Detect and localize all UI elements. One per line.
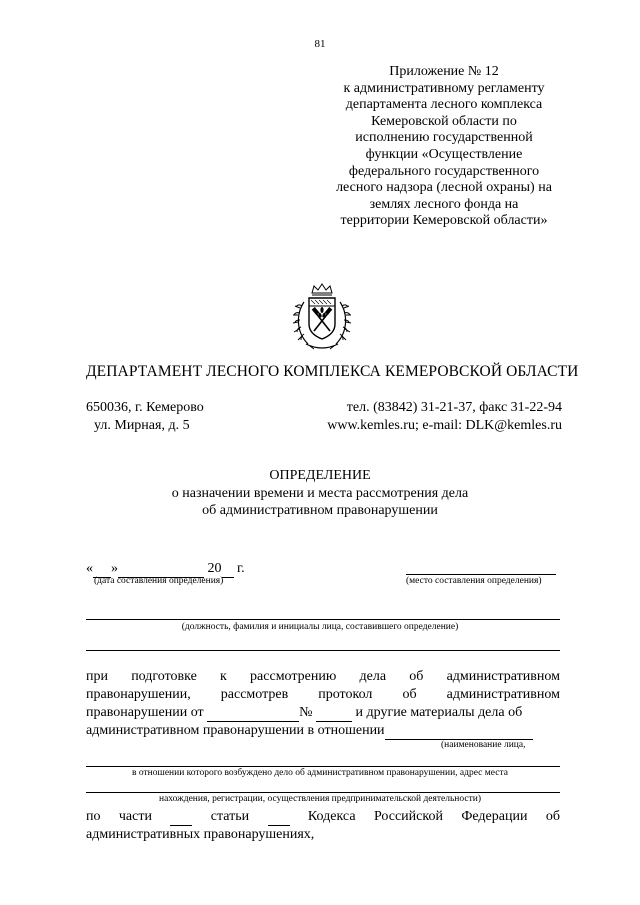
body-line: по части статьи Кодекса Российской Федерации об [86, 809, 560, 824]
web-email: www.kemles.ru; e-mail: DLK@kemles.ru [327, 418, 562, 433]
body-line: правонарушении от № и другие материалы дела об [86, 705, 523, 720]
name-caption: (наименование лица, [441, 740, 526, 750]
part-blank [170, 808, 192, 826]
appendix-line: Приложение № 12 [389, 64, 499, 79]
protocol-number-blank [316, 704, 352, 722]
body-line: административных правонарушениях, [86, 827, 315, 842]
address-line: 650036, г. Кемерово [86, 400, 204, 415]
appendix-line: функции «Осуществление [365, 146, 523, 162]
date-caption: (дата составления определения) [94, 576, 224, 586]
official-blank-2 [86, 650, 560, 651]
phone-fax: тел. (83842) 31-21-37, факс 31-22-94 [346, 400, 562, 415]
body-line: при подготовке к рассмотрению дела об административном [86, 669, 560, 684]
place-blank [406, 574, 556, 575]
official-caption: (должность, фамилия и инициалы лица, составившего определение) [181, 622, 459, 632]
page-number: 81 [314, 38, 326, 50]
appendix-line: исполнению государственной [355, 130, 533, 146]
document-title [0, 467, 640, 520]
department-contacts [327, 399, 562, 435]
appendix-line: к административному регламенту [343, 80, 545, 96]
department-address [86, 399, 204, 435]
official-blank [86, 619, 560, 620]
appendix-line: федерального государственного [348, 163, 540, 179]
date-field: « » 20 г. [86, 561, 245, 576]
location-caption: нахождения, регистрации, осуществления предпринимательской деятельности) [158, 794, 481, 804]
appendix-line: Кемеровской области по [371, 113, 517, 129]
address-line: ул. Мирная, д. 5 [94, 418, 190, 433]
appendix-line: департамента лесного комплекса [345, 97, 543, 113]
appendix-line: лесного надзора (лесной охраны) на [336, 180, 552, 196]
body-line: административном правонарушении в отношении [86, 722, 533, 740]
person-blank [385, 722, 533, 740]
appendix-line: землях лесного фонда на [369, 196, 519, 212]
person-caption: в отношении которого возбуждено дело об административном правонарушении, адрес места [132, 768, 508, 778]
coat-of-arms-emblem [290, 282, 354, 354]
appendix-note [328, 64, 560, 230]
article-blank [268, 808, 290, 826]
appendix-line: территории Кемеровской области» [340, 213, 548, 229]
body-line: правонарушении, рассмотрев протокол об административном [86, 687, 560, 702]
protocol-date-blank [207, 704, 299, 722]
title-heading: ОПРЕДЕЛЕНИЕ [269, 468, 371, 483]
place-caption: (место составления определения) [406, 576, 542, 586]
title-line: об административном правонарушении [202, 503, 438, 518]
department-name: ДЕПАРТАМЕНТ ЛЕСНОГО КОМПЛЕКСА КЕМЕРОВСКОЙ ОБЛАСТИ [86, 363, 579, 380]
location-blank [86, 792, 560, 793]
title-line: о назначении времени и места рассмотрения дела [171, 485, 469, 501]
person-blank-2 [86, 766, 560, 767]
